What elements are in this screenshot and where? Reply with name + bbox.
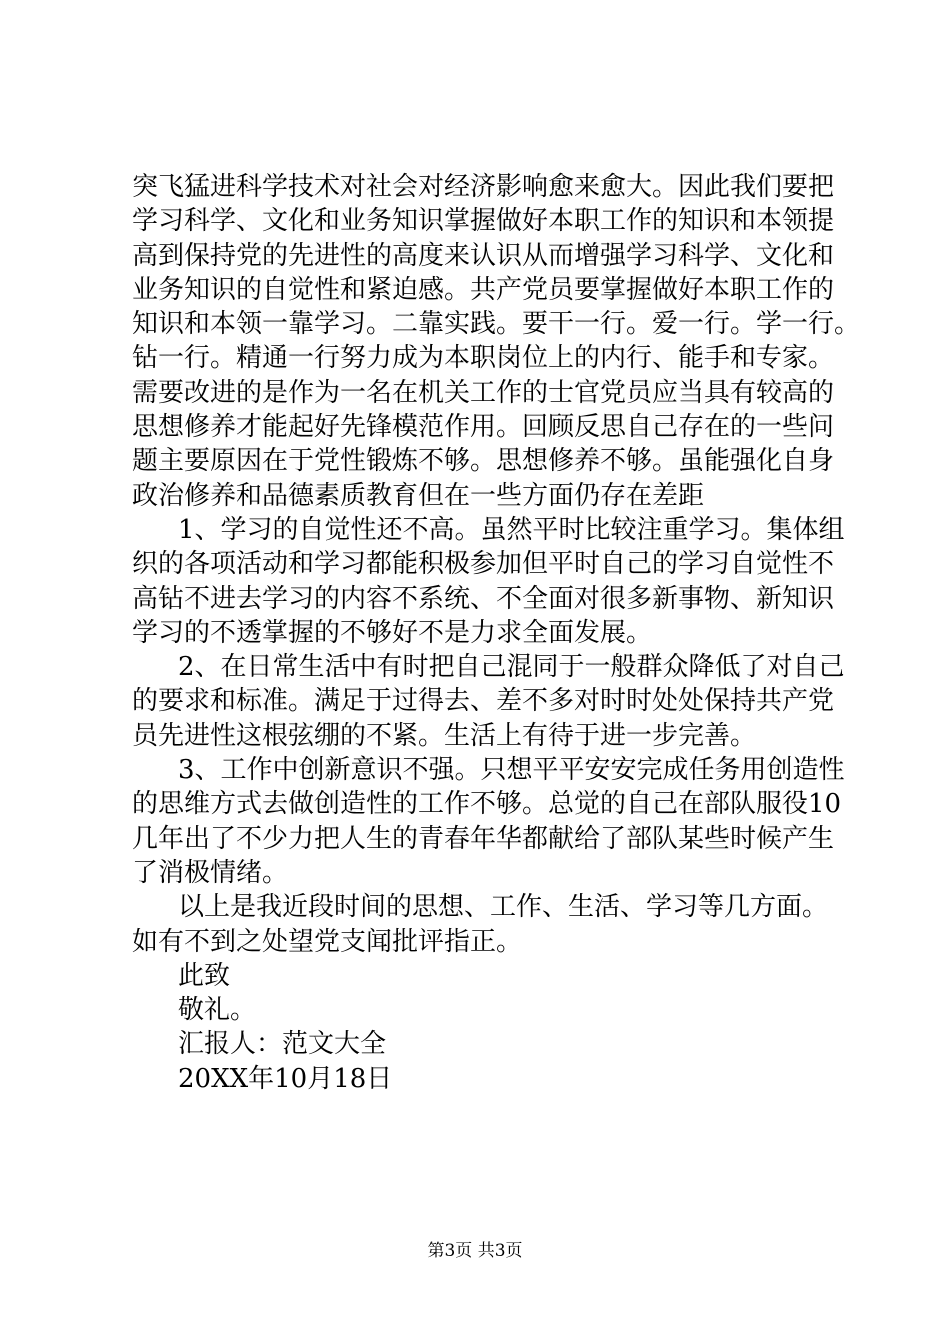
list-item-2-line: 2、在日常生活中有时把自己混同于一般群众降低了对自己: [178, 652, 845, 683]
body-line: 知识和本领一靠学习。二靠实践。要干一行。爱一行。学一行。: [132, 309, 861, 340]
salutation: 此致: [178, 960, 231, 991]
report-date: 20XX年10月18日: [178, 1063, 393, 1094]
body-line: 高钻不进去学习的内容不系统、不全面对很多新事物、新知识: [132, 583, 835, 614]
body-line: 学习的不透掌握的不够好不是力求全面发展。: [132, 617, 653, 648]
body-line: 的思维方式去做创造性的工作不够。总觉的自己在部队服役10: [132, 789, 842, 820]
body-line: 需要改进的是作为一名在机关工作的士官党员应当具有较高的: [132, 377, 835, 408]
body-line: 了消极情绪。: [132, 857, 289, 888]
body-line: 思想修养才能起好先锋模范作用。回顾反思自己存在的一些问: [132, 412, 835, 443]
body-line: 业务知识的自觉性和紧迫感。共产党员要掌握做好本职工作的: [132, 274, 835, 305]
salutation-closing: 敬礼。: [178, 995, 257, 1026]
list-item-3-line: 3、工作中创新意识不强。只想平平安安完成任务用创造性: [178, 755, 845, 786]
body-line: 突飞猛进科学技术对社会对经济影响愈来愈大。因此我们要把: [132, 172, 835, 202]
body-line: 如有不到之处望党支闻批评指正。: [132, 926, 523, 957]
body-line: 几年出了不少力把人生的青春年华都献给了部队某些时候产生: [132, 823, 835, 854]
body-line: 政治修养和品德素质教育但在一些方面仍存在差距: [132, 480, 705, 511]
body-line: 题主要原因在于党性锻炼不够。思想修养不够。虽能强化自身: [132, 446, 835, 477]
body-line: 钻一行。精通一行努力成为本职岗位上的内行、能手和专家。: [132, 343, 835, 374]
reporter-signature: 汇报人：范文大全: [178, 1029, 387, 1060]
page-number-footer: 第3页 共3页: [427, 1241, 523, 1261]
body-line: 学习科学、文化和业务知识掌握做好本职工作的知识和本领提: [132, 206, 835, 237]
body-line: 员先进性这根弦绷的不紧。生活上有待于进一步完善。: [132, 720, 757, 751]
list-item-1-line: 1、学习的自觉性还不高。虽然平时比较注重学习。集体组: [178, 514, 845, 545]
document-body: [132, 170, 861, 1096]
closing-paragraph-line: 以上是我近段时间的思想、工作、生活、学习等几方面。: [178, 892, 829, 923]
body-line: 高到保持党的先进性的高度来认识从而增强学习科学、文化和: [132, 240, 835, 271]
body-line: 织的各项活动和学习都能积极参加但平时自己的学习自觉性不: [132, 549, 835, 580]
body-line: 的要求和标准。满足于过得去、差不多对时时处处保持共产党: [132, 686, 835, 717]
